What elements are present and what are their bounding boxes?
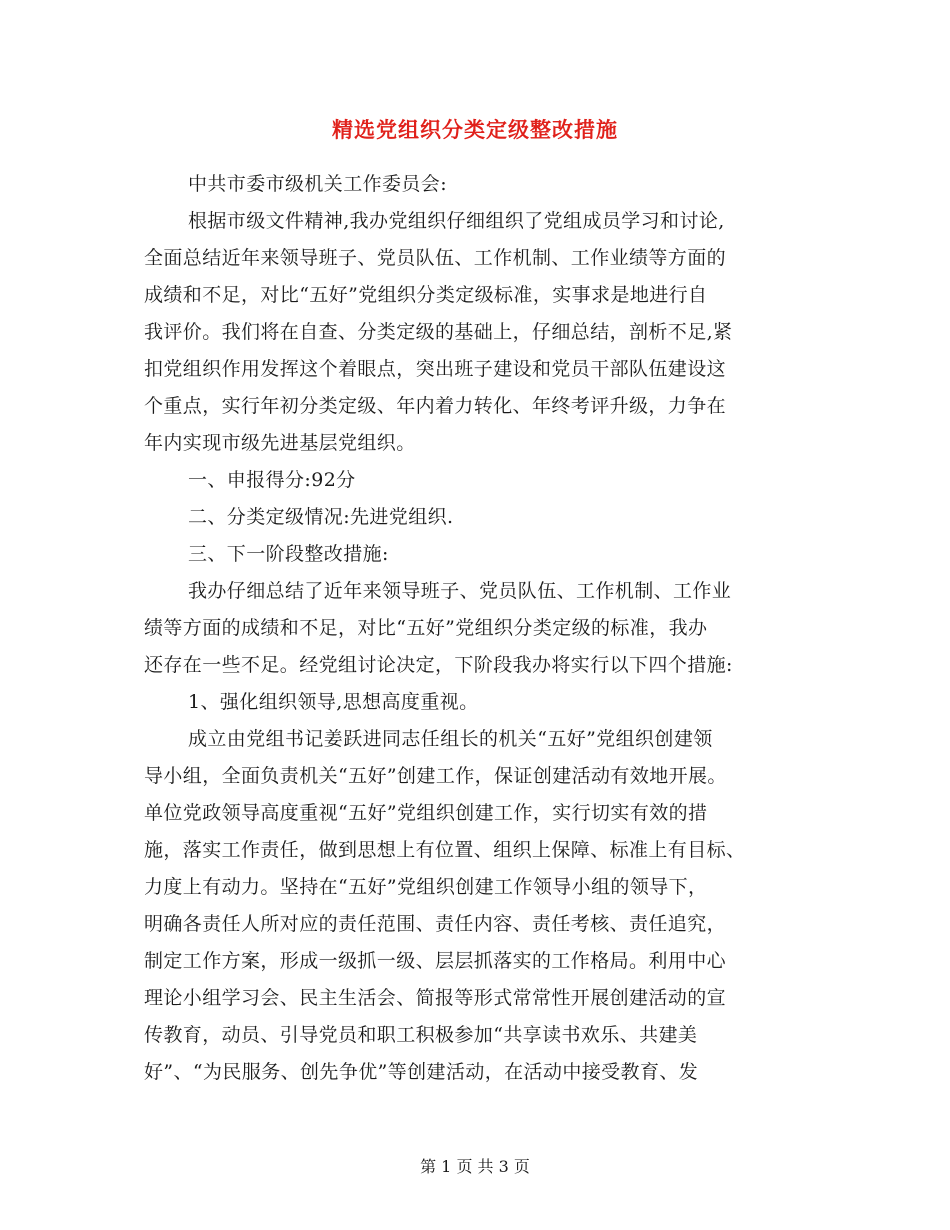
text-line: 1、强化组织领导,思想高度重视。 — [188, 691, 479, 713]
text-line: 好”、“为民服务、创先争优”等创建活动，在活动中接受教育、发 — [144, 1061, 699, 1083]
text-line: 二、分类定级情况:先进党组织. — [188, 506, 454, 528]
text-line: 个重点，实行年初分类定级、年内着力转化、年终考评升级，力争在 — [144, 395, 727, 417]
text-line: 明确各责任人所对应的责任范围、责任内容、责任考核、责任追究， — [144, 913, 727, 935]
text-line: 成绩和不足，对比“五好”党组织分类定级标准，实事求是地进行自 — [144, 284, 708, 306]
text-line: 施，落实工作责任，做到思想上有位置、组织上保障、标准上有目标、 — [144, 839, 746, 861]
text-line: 中共市委市级机关工作委员会: — [188, 173, 448, 195]
text-line: 全面总结近年来领导班子、党员队伍、工作机制、工作业绩等方面的 — [144, 247, 727, 269]
text-line: 三、下一阶段整改措施: — [188, 543, 389, 565]
text-line: 成立由党组书记姜跃进同志任组长的机关“五好”党组织创建领 — [188, 728, 713, 750]
text-line: 一、申报得分:92分 — [188, 469, 356, 491]
text-line: 我评价。我们将在自查、分类定级的基础上，仔细总结，剖析不足,紧 — [144, 321, 733, 343]
text-line: 制定工作方案，形成一级抓一级、层层抓落实的工作格局。利用中心 — [144, 950, 727, 972]
text-line: 导小组，全面负责机关“五好”创建工作，保证创建活动有效地开展。 — [144, 765, 727, 787]
text-line: 我办仔细总结了近年来领导班子、党员队伍、工作机制、工作业 — [188, 580, 732, 602]
text-line: 年内实现市级先进基层党组织。 — [144, 432, 416, 454]
text-line: 扣党组织作用发挥这个着眼点，突出班子建设和党员干部队伍建设这 — [144, 358, 727, 380]
text-line: 绩等方面的成绩和不足，对比“五好”党组织分类定级的标准，我办 — [144, 617, 708, 639]
text-line: 根据市级文件精神,我办党组织仔细组织了党组成员学习和讨论, — [188, 210, 725, 232]
document-body — [144, 166, 810, 1091]
text-line: 力度上有动力。坚持在“五好”党组织创建工作领导小组的领导下， — [144, 876, 708, 898]
text-line: 还存在一些不足。经党组讨论决定，下阶段我办将实行以下四个措施: — [144, 654, 733, 676]
page-footer: 第 1 页 共 3 页 — [420, 1157, 530, 1176]
text-line: 理论小组学习会、民主生活会、简报等形式常常性开展创建活动的宣 — [144, 987, 727, 1009]
document-title: 精选党组织分类定级整改措施 — [332, 117, 618, 142]
text-line: 单位党政领导高度重视“五好”党组织创建工作，实行切实有效的措 — [144, 802, 708, 824]
text-line: 传教育，动员、引导党员和职工积极参加“共享读书欢乐、共建美 — [144, 1024, 698, 1046]
